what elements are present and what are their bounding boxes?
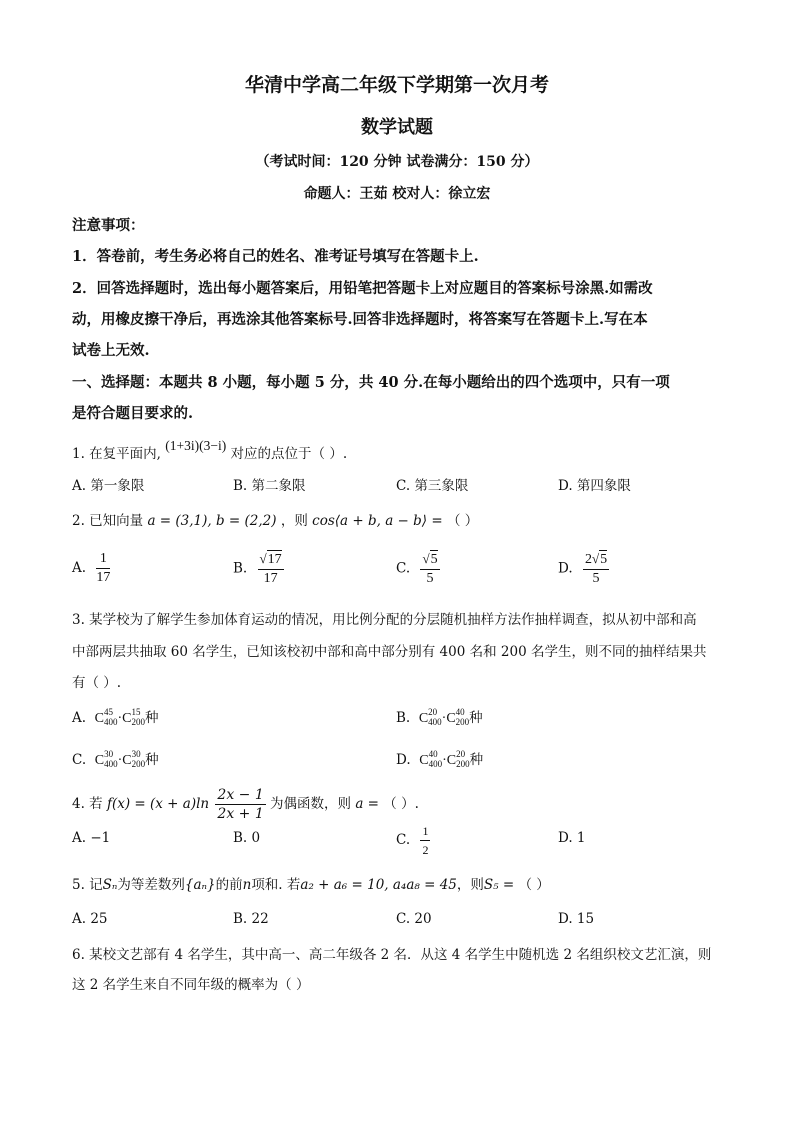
q3-option-c [72, 748, 159, 769]
comb-bottom: 400 [428, 717, 442, 727]
q3-option-c-label: C. [72, 752, 87, 768]
q3-option-d [396, 748, 483, 769]
question-5-text-3: 项和. 若 [251, 877, 301, 893]
unit-label: 种 [145, 752, 159, 768]
dot-symbol: · [117, 711, 123, 726]
section-1-intro-line-2: 是符合题目要求的. [72, 405, 194, 422]
comb-bottom: 400 [428, 759, 443, 769]
unit-label: 种 [145, 710, 159, 726]
comb-symbol: C [122, 753, 132, 768]
q3-option-d-label: D. [396, 752, 411, 768]
comb-bottom: 400 [103, 717, 118, 727]
exam-title: 华清中学高二年级下学期第一次月考 [244, 74, 549, 96]
question-5-n: n [242, 877, 252, 893]
q2-option-b-label: B. [233, 560, 248, 577]
q1-option-b: B. 第二象限 [233, 478, 306, 494]
exam-time-info: （考试时间：120 分钟 试卷满分：150 分） [255, 154, 539, 170]
q2-option-a-label: A. [72, 560, 87, 576]
question-3-line-1: 3. 某学校为了解学生参加体育运动的情况，用比例分配的分层随机抽样方法作抽样调查，拟从初中部和高 [72, 612, 697, 628]
q2-option-d-fraction [583, 550, 609, 588]
exam-subtitle: 数学试题 [361, 117, 433, 138]
comb-top: 30 [104, 749, 114, 759]
q3-option-d-expression [419, 749, 470, 769]
question-2-vectors: a = (3,1), b = (2,2) [147, 513, 277, 529]
notice-item-2-line-3: 试卷上无效. [72, 342, 150, 359]
q2-option-d-radicand: 5 [600, 552, 608, 567]
q1-option-d: D. 第四象限 [558, 478, 631, 494]
question-6-line-2: 这 2 名学生来自不同年级的概率为（ ） [72, 977, 310, 993]
comb-symbol: C [122, 711, 132, 726]
q2-option-d-label: D. [558, 560, 573, 577]
q5-option-c: C. 20 [396, 911, 432, 927]
comb-bottom: 200 [131, 717, 145, 727]
q2-option-b-denominator: 17 [263, 571, 278, 586]
question-4-denominator: 2x + 1 [217, 806, 264, 822]
question-1 [72, 438, 348, 462]
notice-item-2-line-1: 2．回答选择题时，选出每小题答案后，用铅笔把答题卡上对应题目的答案标号涂黑.如需改 [72, 280, 653, 297]
q4-option-c [396, 822, 430, 859]
comb-top: 15 [131, 707, 141, 717]
question-3-line-3: 有（ ）. [72, 675, 122, 691]
comb-bottom: 200 [131, 759, 146, 769]
comb-symbol: C [94, 711, 104, 726]
question-4 [72, 786, 419, 823]
comb-bottom: 400 [104, 759, 118, 769]
q2-option-a [72, 550, 110, 587]
question-4-suffix: （ ）. [383, 796, 419, 812]
q2-option-d-denominator: 5 [592, 571, 600, 586]
q4-option-c-denominator: 2 [422, 843, 429, 857]
q2-option-d-coefficient: 2 [584, 552, 592, 567]
question-5-s5: S₅ = [483, 877, 519, 893]
q5-option-d: D. 15 [558, 911, 595, 927]
question-2-suffix: （ ） [446, 513, 479, 529]
q1-option-c: C. 第三象限 [396, 478, 469, 494]
question-5-text-1: 为等差数列 [117, 877, 185, 893]
question-4-variable: a = [355, 796, 384, 812]
question-4-numerator: 2x − 1 [217, 787, 264, 803]
q3-option-a-expression [94, 707, 145, 727]
q3-option-a [72, 706, 159, 727]
q2-option-c-denominator: 5 [426, 571, 434, 586]
unit-label: 种 [469, 752, 484, 768]
exam-authors: 命题人：王茹 校对人：徐立宏 [303, 186, 491, 202]
q5-option-b: B. 22 [233, 911, 269, 927]
question-5-text-2: 的前 [215, 877, 243, 893]
section-1-intro-line-1: 一、选择题：本题共 8 小题，每小题 5 分，共 40 分.在每小题给出的四个选项中，只有一项 [72, 374, 670, 391]
q4-option-c-fraction [420, 822, 430, 859]
comb-top: 20 [428, 707, 438, 717]
q2-option-a-numerator: 1 [96, 550, 110, 569]
question-5-prefix: 5. 记 [72, 877, 103, 893]
question-1-prefix: 1. 在复平面内, [72, 446, 161, 462]
comb-symbol: C [418, 711, 429, 726]
q2-option-a-fraction [96, 550, 110, 587]
notice-item-1: 1．答卷前，考生务必将自己的姓名、准考证号填写在答题卡上. [72, 248, 479, 265]
q2-option-b-radicand: 17 [267, 552, 282, 567]
question-1-suffix: 对应的点位于（ ）. [230, 446, 348, 462]
q4-option-a: A. −1 [72, 830, 111, 846]
q2-option-b-numerator [258, 550, 284, 570]
comb-symbol: C [94, 753, 105, 768]
q3-option-b-expression [418, 707, 470, 727]
q2-option-c-radicand: 5 [430, 552, 438, 567]
notice-item-2-line-2: 动，用橡皮擦干净后，再选涂其他答案标号.回答非选择题时，将答案写在答题卡上.写在本 [72, 311, 648, 328]
q2-option-c [396, 550, 440, 588]
q4-option-d: D. 1 [558, 830, 586, 846]
question-2-mid: ，则 [280, 513, 308, 529]
comb-bottom: 200 [456, 759, 470, 769]
question-4-fraction [215, 786, 265, 823]
q2-option-d-numerator [583, 550, 609, 570]
q2-option-c-label: C. [396, 560, 411, 577]
q2-option-b [233, 550, 284, 588]
q3-option-c-expression [94, 749, 146, 769]
question-1-expression: (1+3i)(3−i) [165, 438, 227, 453]
q2-option-c-fraction [420, 550, 439, 588]
question-4-mid: 为偶函数，则 [270, 796, 352, 812]
q4-option-c-numerator: 1 [420, 822, 430, 841]
unit-label: 种 [469, 710, 483, 726]
comb-top: 30 [131, 749, 141, 759]
q4-option-b: B. 0 [233, 830, 261, 846]
question-2 [72, 509, 478, 529]
q2-option-d [558, 550, 609, 588]
q2-option-c-numerator [420, 550, 439, 570]
dot-symbol: · [442, 753, 447, 768]
comb-symbol: C [419, 753, 429, 768]
question-5-suffix: （ ） [518, 877, 550, 893]
comb-top: 40 [455, 707, 465, 717]
sqrt-icon: √ [422, 551, 430, 566]
question-2-prefix: 2. 已知向量 [72, 513, 144, 529]
question-2-cos-expression: cos⟨a + b, a − b⟩ = [312, 513, 447, 529]
question-5-text-4: ，则 [456, 877, 484, 893]
q3-option-b [396, 706, 483, 727]
comb-top: 20 [456, 749, 466, 759]
dot-symbol: · [441, 711, 447, 726]
q4-option-c-label: C. [396, 832, 411, 848]
question-5-condition: a₂ + a₆ = 10, a₄a₈ = 45 [300, 877, 457, 893]
comb-top: 45 [103, 707, 113, 717]
q2-option-b-fraction [258, 550, 284, 588]
q3-option-a-label: A. [72, 710, 87, 726]
sqrt-icon: √ [259, 551, 267, 566]
q2-option-a-denominator: 17 [96, 570, 111, 585]
question-5-sn: Sₙ [102, 877, 118, 893]
comb-top: 40 [428, 749, 438, 759]
notice-heading: 注意事项： [72, 217, 145, 234]
q1-option-a: A. 第一象限 [72, 478, 145, 494]
question-3-line-2: 中部两层共抽取 60 名学生，已知该校初中部和高中部分别有 400 名和 200 名学生，则不同的抽样结果共 [72, 644, 707, 660]
comb-bottom: 200 [455, 717, 470, 727]
sqrt-icon: √ [591, 551, 600, 566]
question-5-sequence: {aₙ} [184, 877, 216, 893]
comb-symbol: C [446, 753, 457, 768]
question-5 [72, 873, 550, 893]
comb-symbol: C [446, 711, 456, 726]
dot-symbol: · [117, 753, 123, 768]
question-6-line-1: 6. 某校文艺部有 4 名学生，其中高一、高二年级各 2 名．从这 4 名学生中随机选 2 名组织校文艺汇演，则 [72, 947, 712, 963]
question-4-prefix: 4. 若 [72, 796, 103, 812]
q5-option-a: A. 25 [72, 911, 108, 927]
q3-option-b-label: B. [396, 710, 411, 726]
question-4-function: f(x) = (x + a)ln [106, 796, 210, 812]
